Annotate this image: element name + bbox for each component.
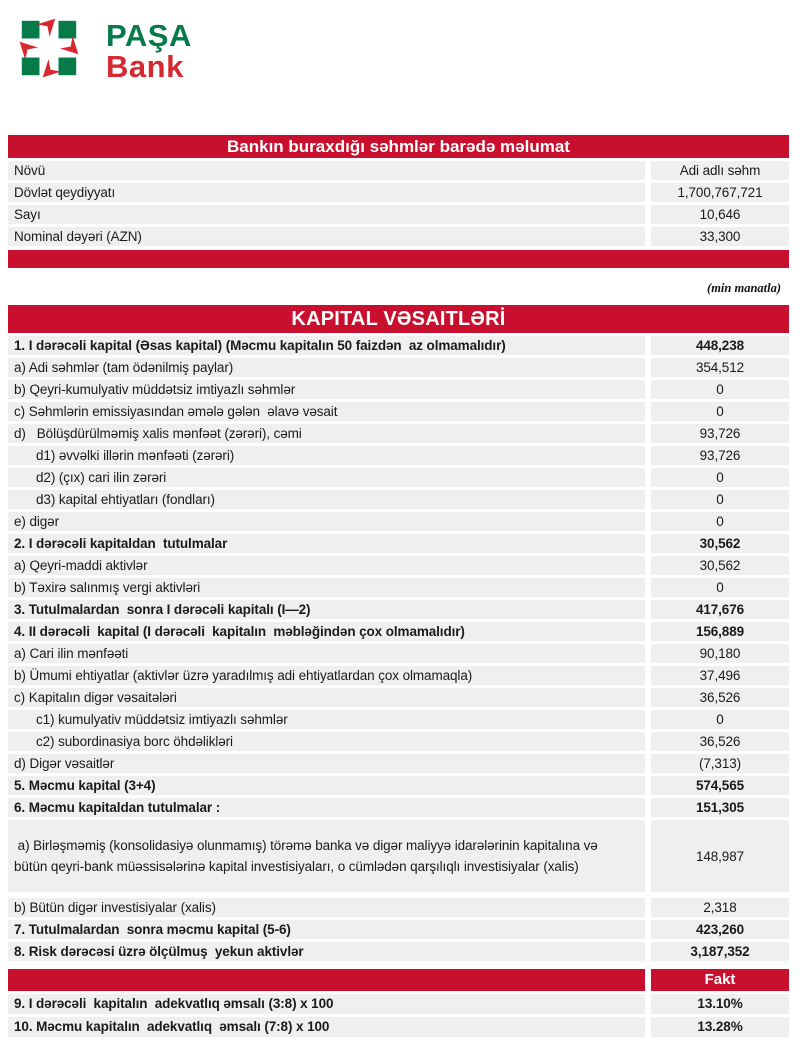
row-value: 448,238 [651, 336, 789, 355]
row-label: 6. Məcmu kapitaldan tutulmalar : [8, 798, 645, 817]
row-value: 156,889 [651, 622, 789, 641]
row-label: 9. I dərəcəli kapitalın adekvatlıq əmsalı (3:8) x 100 [8, 994, 645, 1014]
shares-table-title: Bankın buraxdığı səhmlər barədə məlumat [8, 135, 789, 158]
table-row [8, 205, 789, 224]
table-row [8, 732, 789, 751]
adequacy-header-value: Fakt [651, 969, 789, 991]
row-label: Nominal dəyəri (AZN) [8, 227, 645, 246]
row-value: 0 [651, 578, 789, 597]
row-value: 354,512 [651, 358, 789, 377]
row-label: d2) (çıx) cari ilin zərəri [8, 468, 645, 487]
row-label: 10. Məcmu kapitalın adekvatlıq əmsalı (7:8) x 100 [8, 1017, 645, 1037]
section-divider-bar [8, 250, 789, 268]
row-value: 93,726 [651, 446, 789, 465]
row-value: 33,300 [651, 227, 789, 246]
row-label: Sayı [8, 205, 645, 224]
table-row [8, 512, 789, 531]
table-row [8, 994, 789, 1014]
row-label: 2. I dərəcəli kapitaldan tutulmalar [8, 534, 645, 553]
adequacy-header-spacer [8, 969, 645, 991]
table-row [8, 424, 789, 443]
row-label: d3) kapital ehtiyatları (fondları) [8, 490, 645, 509]
table-row [8, 754, 789, 773]
table-row [8, 490, 789, 509]
row-value: (7,313) [651, 754, 789, 773]
table-row [8, 776, 789, 795]
document-body [8, 135, 789, 1037]
table-row [8, 600, 789, 619]
table-row [8, 161, 789, 180]
row-label: Dövlət qeydiyyatı [8, 183, 645, 202]
row-value: 30,562 [651, 534, 789, 553]
table-row [8, 402, 789, 421]
row-label: c) Səhmlərin emissiyasından əmələ gələn əlavə vəsait [8, 402, 645, 421]
table-row [8, 578, 789, 597]
row-value: 0 [651, 710, 789, 729]
row-label: d) Bölüşdürülməmiş xalis mənfəət (zərəri), cəmi [8, 424, 645, 443]
table-row [8, 1017, 789, 1037]
table-row [8, 710, 789, 729]
row-value: 13.28% [651, 1017, 789, 1037]
row-value: 36,526 [651, 688, 789, 707]
row-label: b) Qeyri-kumulyativ müddətsiz imtiyazlı səhmlər [8, 380, 645, 399]
logo [13, 14, 192, 82]
table-row [8, 820, 789, 892]
row-value: 1,700,767,721 [651, 183, 789, 202]
row-value: 0 [651, 402, 789, 421]
table-row [8, 534, 789, 553]
row-label: 7. Tutulmalardan sonra məcmu kapital (5-6) [8, 920, 645, 939]
row-value: 37,496 [651, 666, 789, 685]
row-value: 0 [651, 468, 789, 487]
table-row [8, 898, 789, 917]
table-row [8, 798, 789, 817]
row-label: 8. Risk dərəcəsi üzrə ölçülmuş yekun aktivlər [8, 942, 645, 961]
adequacy-header-row [8, 969, 789, 991]
pasha-bank-pinwheel-icon [13, 14, 85, 82]
row-label: a) Adi səhmlər (tam ödənilmiş paylar) [8, 358, 645, 377]
table-row [8, 920, 789, 939]
capital-table-title: KAPITAL VƏSAITLƏRİ [8, 305, 789, 333]
table-row [8, 227, 789, 246]
brand-name-top: PAŞA [106, 18, 192, 53]
table-row [8, 468, 789, 487]
row-value: 423,260 [651, 920, 789, 939]
table-row [8, 644, 789, 663]
row-value: 574,565 [651, 776, 789, 795]
page-header [0, 0, 800, 135]
row-label: a) Qeyri-maddi aktivlər [8, 556, 645, 575]
row-value: 3,187,352 [651, 942, 789, 961]
brand-wordmark [106, 20, 192, 82]
table-row [8, 688, 789, 707]
row-value: 0 [651, 512, 789, 531]
row-label: c2) subordinasiya borc öhdəlikləri [8, 732, 645, 751]
row-label: 1. I dərəcəli kapital (Əsas kapital) (Məcmu kapitalın 50 faizdən az olmamalıdır) [8, 336, 645, 355]
row-label: c1) kumulyativ müddətsiz imtiyazlı səhmlər [8, 710, 645, 729]
unit-note: (min manatla) [707, 281, 781, 295]
row-label: Növü [8, 161, 645, 180]
row-label: 4. II dərəcəli kapital (I dərəcəli kapitalın məbləğindən çox olmamalıdır) [8, 622, 645, 641]
row-value: 151,305 [651, 798, 789, 817]
row-value: 0 [651, 380, 789, 399]
row-value: 417,676 [651, 600, 789, 619]
row-value: 13.10% [651, 994, 789, 1014]
row-value: 90,180 [651, 644, 789, 663]
row-value: 0 [651, 490, 789, 509]
table-row [8, 358, 789, 377]
row-label: e) digər [8, 512, 645, 531]
capital-table [8, 336, 789, 961]
row-label: d) Digər vəsaitlər [8, 754, 645, 773]
table-row [8, 446, 789, 465]
row-value: 36,526 [651, 732, 789, 751]
table-row [8, 380, 789, 399]
table-row [8, 622, 789, 641]
row-label: c) Kapitalın digər vəsaitələri [8, 688, 645, 707]
adequacy-table [8, 994, 789, 1037]
table-row [8, 666, 789, 685]
row-value: 30,562 [651, 556, 789, 575]
table-row [8, 556, 789, 575]
row-label: a) Birləşməmiş (konsolidasiyə olunmamış) törəmə banka və digər maliyyə idarələrinin kapitalına və bütün qeyri-bank müəssisələrinə kapital investisiyaları, o cümlədən qarşılıqlı investisiyalar (xalis) [8, 820, 645, 892]
row-value: 10,646 [651, 205, 789, 224]
row-value: 148,987 [651, 820, 789, 892]
row-label: b) Ümumi ehtiyatlar (aktivlər üzrə yaradılmış adi ehtiyatlardan çox olmamaqla) [8, 666, 645, 685]
shares-table [8, 161, 789, 246]
row-label: a) Cari ilin mənfəəti [8, 644, 645, 663]
row-value: Adi adlı səhm [651, 161, 789, 180]
row-label: 5. Məcmu kapital (3+4) [8, 776, 645, 795]
table-row [8, 942, 789, 961]
row-label: d1) əvvəlki illərin mənfəəti (zərəri) [8, 446, 645, 465]
row-value: 2,318 [651, 898, 789, 917]
table-row [8, 336, 789, 355]
row-label: b) Təxirə salınmış vergi aktivləri [8, 578, 645, 597]
row-label: 3. Tutulmalardan sonra I dərəcəli kapitalı (I—2) [8, 600, 645, 619]
row-value: 93,726 [651, 424, 789, 443]
table-row [8, 183, 789, 202]
brand-name-bottom: Bank [106, 49, 184, 84]
row-label: b) Bütün digər investisiyalar (xalis) [8, 898, 645, 917]
